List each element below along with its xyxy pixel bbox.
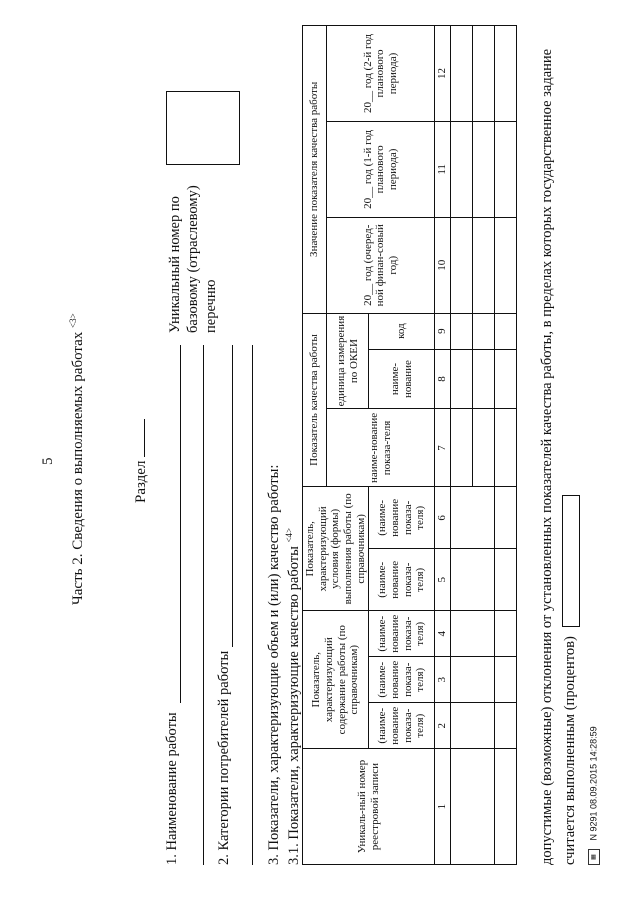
col-number: 10 [435, 217, 451, 313]
table-cell [494, 313, 516, 349]
consumers-label: 2. Категории потребителей работы [216, 650, 232, 865]
section-label: Раздел [133, 460, 149, 503]
table-cell [450, 217, 472, 313]
header-unique-number: Уникаль-ный номер реестровой записи [303, 749, 435, 865]
table-cell [472, 121, 494, 217]
deviation-text [536, 25, 582, 865]
table-cell [450, 657, 494, 703]
col-number: 5 [435, 549, 451, 611]
header-quality: Показатель качества работы [303, 313, 327, 487]
rotated-content [40, 25, 600, 865]
table-cell [450, 611, 494, 657]
table-cell [472, 217, 494, 313]
subheader-name-3: (наиме-нование показа-теля) [369, 611, 435, 657]
quality-label [284, 528, 303, 865]
table-cell [472, 409, 494, 487]
table-cell [450, 121, 472, 217]
part-footnote: <3> [68, 313, 78, 328]
consumers-line [232, 345, 233, 647]
subheader-name-2: (наиме-нование показа-теля) [369, 657, 435, 703]
table-cell [494, 409, 516, 487]
consumers-line-2 [252, 345, 253, 865]
table-cell [450, 349, 472, 409]
col-number: 12 [435, 26, 451, 122]
table-cell [494, 611, 516, 657]
stamp-text: N 9291 08.09.2015 14:28:59 [588, 726, 599, 841]
col-number: 6 [435, 487, 451, 549]
section-blank [130, 419, 145, 457]
table-cell [494, 703, 516, 749]
table-cell [450, 487, 494, 549]
table-row [450, 26, 472, 865]
section-heading [130, 419, 150, 503]
col-number: 9 [435, 313, 451, 349]
table-cell [494, 487, 516, 549]
header-year-1: 20__ год (очеред-ной финан-совый год) [327, 217, 435, 313]
part-title-text: Часть 2. Сведения о выполняемых работах [70, 331, 86, 605]
quality-label-text: 3.1. Показатели, характеризующие качество работы [285, 546, 302, 865]
col-number: 2 [435, 703, 451, 749]
unique-number-box [166, 91, 240, 165]
subheader-name-4: (наиме-нование показа-теля) [369, 549, 435, 611]
table-cell [494, 749, 516, 865]
table-cell [494, 549, 516, 611]
table-cell [494, 657, 516, 703]
quality-footnote: <4> [284, 527, 294, 543]
header-content: Показатель, характеризующий содержание работы (по справочникам) [303, 611, 369, 749]
table-cell [494, 349, 516, 409]
col-number: 8 [435, 349, 451, 409]
page-number: 5 [40, 457, 56, 465]
subheader-name-5: (наиме-нование показа-теля) [369, 487, 435, 549]
col-number: 3 [435, 657, 451, 703]
table-cell [494, 217, 516, 313]
table-cell [450, 409, 472, 487]
table-cell [450, 313, 472, 349]
col-number: 11 [435, 121, 451, 217]
col-number: 1 [435, 749, 451, 865]
col-number: 7 [435, 409, 451, 487]
consultant-logo-icon: ▦ [588, 849, 600, 865]
table-row-numbers [435, 26, 451, 865]
work-name-line-2 [203, 345, 204, 865]
table-row [494, 26, 516, 865]
indicators-label: 3. Показатели, характеризующие объем и (или) качество работы: [266, 464, 282, 865]
header-year-3: 20__ год (2-й год планового периода) [327, 26, 435, 122]
table-cell [472, 26, 494, 122]
subheader-name-1: (наиме-нование показа-теля) [369, 703, 435, 749]
header-values: Значение показателя качества работы [303, 26, 327, 314]
unique-number-label: Уникальный номер по базовому (отраслевому) перечню [167, 185, 220, 333]
part-title [68, 313, 87, 605]
work-name-line [180, 345, 181, 703]
deviation-text-content: допустимые (возможные) отклонения от установленных показателей качества работы, в пределах которых государственное задание считается выполненным (процентов) [539, 48, 579, 865]
header-conditions: Показатель, характеризующий условия (формы) выполнения работы (по справочникам) [303, 487, 369, 611]
table-cell [472, 313, 494, 349]
subheader-unit-name: наиме-нование [369, 349, 435, 409]
header-year-2: 20__ год (1-й год планового периода) [327, 121, 435, 217]
work-name-label: 1. Наименование работы [164, 712, 180, 865]
table-cell [450, 549, 494, 611]
table-cell [472, 349, 494, 409]
header-unit: единица измерения по ОКЕИ [327, 313, 369, 409]
document-stamp [588, 726, 600, 865]
table-cell [450, 26, 472, 122]
table-cell [494, 121, 516, 217]
col-number: 4 [435, 611, 451, 657]
quality-table [302, 25, 517, 865]
header-quality-name: наиме-нование показа-теля [327, 409, 435, 487]
table-cell [450, 749, 494, 865]
table-cell [450, 703, 494, 749]
subheader-unit-code: код [369, 313, 435, 349]
deviation-percent-box [562, 495, 580, 627]
table-cell [494, 26, 516, 122]
